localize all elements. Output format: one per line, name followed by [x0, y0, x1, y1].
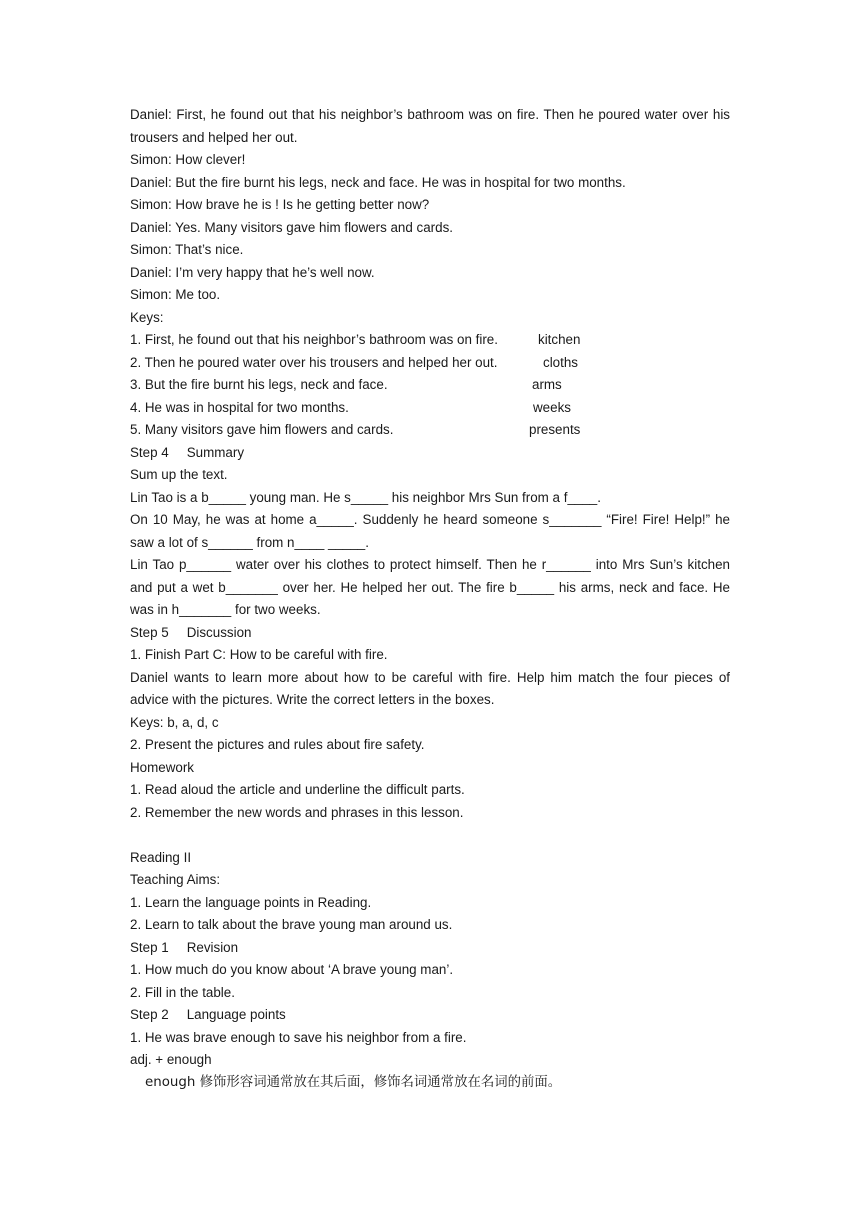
- spacer: [130, 824, 730, 847]
- dialogue-line: Simon: How brave he is ! Is he getting better now?: [130, 197, 430, 212]
- aim-item: 1. Learn the language points in Reading.: [130, 894, 372, 910]
- language-point: adj. + enough: [130, 1052, 212, 1067]
- summary-paragraph: Lin Tao p______ water over his clothes to protect himself. Then he r______ into Mrs Sun’s kitchen and put a wet b_______ over her. He helped her out. The fire b_____ his arms, neck and face. He was in h_______ for two weeks.: [130, 557, 730, 617]
- summary-paragraph: Lin Tao is a b_____ young man. He s_____ his neighbor Mrs Sun from a f____.: [130, 489, 601, 505]
- discussion-keys: Keys: b, a, d, c: [130, 714, 219, 730]
- discussion-item: 2. Present the pictures and rules about fire safety.: [130, 737, 425, 752]
- step-5-heading: [130, 622, 730, 645]
- aim-item: 2. Learn to talk about the brave young man around us.: [130, 917, 453, 932]
- key-answer: arms: [532, 377, 562, 392]
- discussion-item: 1. Finish Part C: How to be careful with fire.: [130, 647, 388, 662]
- step-label: Step 4: [130, 444, 169, 460]
- document-body: [130, 104, 730, 1094]
- keys-label: Keys:: [130, 309, 164, 325]
- key-row: [130, 329, 730, 352]
- step-label: Step 1: [130, 939, 169, 955]
- summary-paragraph: On 10 May, he was at home a_____. Suddenly he heard someone s_______ “Fire! Fire! Help!” he saw a lot of s______ from n____ _____.: [130, 512, 730, 550]
- dialogue-line: Daniel: I’m very happy that he’s well now.: [130, 264, 375, 280]
- step-label: Step 2: [130, 1007, 169, 1022]
- key-sentence: 5. Many visitors gave him flowers and cards.: [130, 422, 394, 437]
- step-title: Language points: [186, 1007, 286, 1022]
- aims-heading: Teaching Aims:: [130, 872, 221, 887]
- key-row: [130, 374, 730, 397]
- key-row: [130, 352, 730, 375]
- homework-item: 2. Remember the new words and phrases in this lesson.: [130, 804, 464, 820]
- summary-instruction: Sum up the text.: [130, 467, 228, 482]
- chinese-note: enough 修饰形容词通常放在其后面，修饰名词通常放在名词的前面。: [145, 1074, 562, 1090]
- revision-item: 2. Fill in the table.: [130, 984, 235, 1000]
- step-title: Summary: [186, 444, 245, 460]
- step-1-heading: [130, 937, 730, 960]
- key-answer: cloths: [543, 354, 578, 370]
- revision-item: 1. How much do you know about ‘A brave young man’.: [130, 962, 454, 977]
- homework-item: 1. Read aloud the article and underline the difficult parts.: [130, 782, 465, 797]
- dialogue-line: Daniel: First, he found out that his neighbor’s bathroom was on fire. Then he poured water over his trousers and helped her out.: [130, 107, 730, 145]
- key-sentence: 4. He was in hospital for two months.: [130, 399, 349, 415]
- section-title: Reading II: [130, 849, 192, 865]
- dialogue-line: Daniel: But the fire burnt his legs, neck and face. He was in hospital for two months.: [130, 174, 626, 190]
- step-title: Revision: [186, 939, 239, 955]
- step-4-heading: [130, 442, 730, 465]
- key-sentence: 3. But the fire burnt his legs, neck and face.: [130, 377, 388, 392]
- step-title: Discussion: [186, 624, 252, 640]
- dialogue-line: Simon: That’s nice.: [130, 242, 244, 257]
- homework-heading: Homework: [130, 759, 194, 775]
- key-sentence: 1. First, he found out that his neighbor’s bathroom was on fire.: [130, 332, 498, 347]
- key-row: [130, 419, 730, 442]
- discussion-instruction: Daniel wants to learn more about how to be careful with fire. Help him match the four pieces of advice with the pictures. Write the correct letters in the boxes.: [130, 669, 730, 707]
- key-answer: weeks: [533, 399, 571, 415]
- key-sentence: 2. Then he poured water over his trousers and helped her out.: [130, 354, 498, 370]
- dialogue-line: Simon: Me too.: [130, 287, 221, 302]
- step-label: Step 5: [130, 624, 169, 640]
- dialogue-line: Daniel: Yes. Many visitors gave him flowers and cards.: [130, 219, 454, 235]
- dialogue-line: Simon: How clever!: [130, 152, 246, 167]
- step-2-heading: [130, 1004, 730, 1027]
- key-answer: kitchen: [538, 332, 581, 347]
- key-answer: presents: [529, 422, 581, 437]
- language-point: 1. He was brave enough to save his neighbor from a fire.: [130, 1029, 467, 1045]
- key-row: [130, 397, 730, 420]
